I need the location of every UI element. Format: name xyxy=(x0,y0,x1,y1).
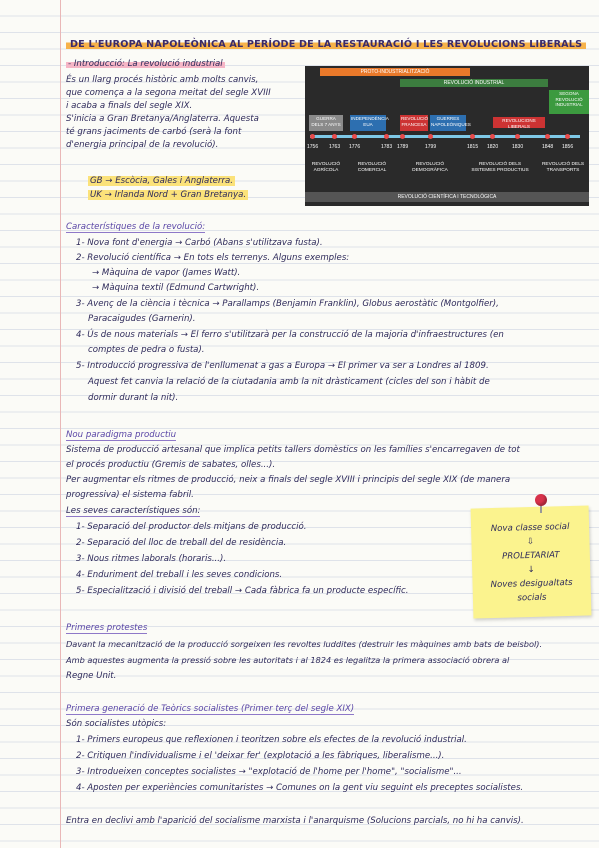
caracteristiques-heading: Característiques de la revolució: xyxy=(66,222,206,232)
event-box: REVOLUCIÓ FRANCESA xyxy=(400,115,428,131)
revolution-label: REVOLUCIÓ DELS SISTEMES PRODUCTIUS xyxy=(471,162,529,173)
teorics-line: Són socialistes utòpics: xyxy=(66,719,167,729)
timeline-year: 1820 xyxy=(487,144,499,150)
paradigma-line: 4- Enduriment del treball i les seves condicions. xyxy=(76,570,283,580)
band-proto: PROTO-INDUSTRIALITZACIÓ xyxy=(320,68,470,76)
intro-line: i acaba a finals del segle XIX. xyxy=(66,101,193,111)
caracteristica-line: dormir durant la nit). xyxy=(88,393,179,403)
pushpin-icon xyxy=(535,494,547,506)
timeline-year: 1848 xyxy=(542,144,554,150)
pin-needle xyxy=(540,505,542,513)
band-second: SEGONA REVOLUCIÓ INDUSTRIAL xyxy=(549,90,589,114)
paradigma-subheading: Les seves característiques són: xyxy=(66,506,201,516)
teorics-heading: Primera generació de Teòrics socialistes (Primer terç del segle XIX) xyxy=(66,704,355,714)
timeline-year: 1756 xyxy=(307,144,319,150)
timeline-year: 1830 xyxy=(512,144,524,150)
caracteristica-line: comptes de pedra o fusta). xyxy=(88,345,205,355)
timeline-dot xyxy=(515,134,520,139)
gb-box-line: GB → Escòcia, Gales i Anglaterra. xyxy=(90,176,234,186)
teorics-line: 2- Critiquen l'individualisme i el 'deixar fer' (explotació a les fàbriques, liberalisme...). xyxy=(76,751,445,761)
band-revolution: REVOLUCIÓ INDUSTRIAL xyxy=(400,79,548,87)
paradigma-line: el procés productiu (Gremis de sabates, olles...). xyxy=(66,460,276,470)
timeline-dot xyxy=(400,134,405,139)
paradigma-heading: Nou paradigma productiu xyxy=(66,430,177,440)
sticky-line: Noves desigualtats xyxy=(490,577,573,591)
timeline-dot xyxy=(565,134,570,139)
caracteristica-line: 4- Ús de nous materials → El ferro s'utilitzarà per la construcció de la majoria d'infraestructures (en xyxy=(76,330,504,340)
teorics-conclusion: Entra en declivi amb l'aparició del socialisme marxista i l'anarquisme (Solucions parcials, no hi ha canvis). xyxy=(66,816,524,826)
timeline-year: 1763 xyxy=(329,144,341,150)
arrow-down-icon: ↓ xyxy=(527,564,535,576)
intro-line: d'energia principal de la revolució). xyxy=(66,140,219,150)
timeline-dot xyxy=(310,134,315,139)
timeline-year: 1856 xyxy=(562,144,574,150)
timeline-dot xyxy=(490,134,495,139)
timeline-year: 1789 xyxy=(397,144,409,150)
paradigma-line: 5- Especialització i divisió del treball → Cada fàbrica fa un producte específic. xyxy=(76,586,409,596)
timeline-year: 1776 xyxy=(349,144,361,150)
sticky-line: PROLETARIAT xyxy=(501,550,560,562)
paradigma-line: progressiva) el sistema fabril. xyxy=(66,490,194,500)
event-box: REVOLUCIONS LIBERALS xyxy=(493,117,545,128)
timeline-dot xyxy=(545,134,550,139)
teorics-line: 1- Primers europeus que reflexionen i teoritzen sobre els efectes de la revolució industrial. xyxy=(76,735,467,745)
uk-box-line: UK → Irlanda Nord + Gran Bretanya. xyxy=(90,190,247,200)
protestes-line: Amb aquestes augmenta la pressió sobre les autoritats i al 1824 es legalitza la primera associació obrera al xyxy=(66,655,510,665)
caracteristica-line: Aquest fet canvia la relació de la ciutadania amb la nit dràsticament (cicles del son i hàbit de xyxy=(88,377,490,387)
scitech-revolution-bar: REVOLUCIÓ CIENTÍFICA I TECNOLÒGICA xyxy=(305,192,589,202)
intro-heading: - Introducció: La revolució industrial xyxy=(68,59,223,69)
timeline-year: 1783 xyxy=(381,144,393,150)
sticky-line: socials xyxy=(517,592,547,604)
caracteristica-line: 5- Introducció progressiva de l'enllumenat a gas a Europa → El primer va ser a Londres al 1809. xyxy=(76,361,489,371)
caracteristica-line: → Màquina de vapor (James Watt). xyxy=(92,268,241,278)
page-title: DE L'EUROPA NAPOLEÒNICA AL PERÍODE DE LA RESTAURACIÓ I LES REVOLUCIONS LIBERALS xyxy=(66,38,586,51)
timeline-year: 1815 xyxy=(467,144,479,150)
paradigma-line: Sistema de producció artesanal que implica petits tallers domèstics on les famílies s'encarregaven de tot xyxy=(66,445,520,455)
intro-line: té grans jaciments de carbó (serà la font xyxy=(66,127,242,137)
protestes-line: Davant la mecanització de la producció sorgeixen les revoltes luddites (destruir les màquines amb bats de beisbol). xyxy=(66,639,543,649)
timeline-dot xyxy=(428,134,433,139)
notebook-margin-line xyxy=(60,0,61,848)
intro-line: És un llarg procés històric amb molts canvis, xyxy=(66,75,259,85)
event-box: INDEPENDÈNCIA EUA xyxy=(350,115,386,131)
sticky-line: Nova classe social xyxy=(490,521,570,535)
revolution-label: REVOLUCIÓ DELS TRANSPORTS xyxy=(541,162,585,173)
intro-line: S'inicia a Gran Bretanya/Anglaterra. Aquesta xyxy=(66,114,259,124)
event-box: GUERRES NAPOLEÒNIQUES xyxy=(430,115,466,131)
paradigma-line: Per augmentar els ritmes de producció, neix a finals del segle XVIII i principis del segle XIX (de manera xyxy=(66,475,511,485)
teorics-line: 3- Introdueixen conceptes socialistes → "explotació de l'home per l'home", "socialisme"... xyxy=(76,767,462,777)
timeline-dot xyxy=(470,134,475,139)
paradigma-line: 1- Separació del productor dels mitjans de producció. xyxy=(76,522,307,532)
timeline-axis xyxy=(310,135,580,138)
revolution-label: REVOLUCIÓ AGRÍCOLA xyxy=(311,162,341,173)
caracteristica-line: → Màquina textil (Edmund Cartwright). xyxy=(92,283,260,293)
teorics-line: 4- Aposten per experiències comunitaristes → Comunes on la gent viu seguint els preceptes socialistes. xyxy=(76,783,524,793)
protestes-line: Regne Unit. xyxy=(66,671,117,681)
paradigma-line: 3- Nous ritmes laborals (horaris...). xyxy=(76,554,227,564)
timeline-year: 1799 xyxy=(425,144,437,150)
caracteristica-line: 2- Revolució científica → En tots els terrenys. Alguns exemples: xyxy=(76,253,350,263)
timeline-dot xyxy=(384,134,389,139)
timeline-dot xyxy=(332,134,337,139)
caracteristica-line: 3- Avenç de la ciència i tècnica → Parallamps (Benjamin Franklin), Globus aerostàtic (Montgolfier), xyxy=(76,299,499,309)
revolution-label: REVOLUCIÓ COMERCIAL xyxy=(357,162,387,173)
revolution-label: REVOLUCIÓ DEMOGRÀFICA xyxy=(412,162,448,173)
event-box: GUERRA DELS 7 ANYS xyxy=(309,115,343,131)
timeline-dot xyxy=(352,134,357,139)
caracteristica-line: 1- Nova font d'energia → Carbó (Abans s'utilitzava fusta). xyxy=(76,238,323,248)
arrow-down-icon: ⇩ xyxy=(526,536,535,548)
intro-line: que comença a la segona meitat del segle XVIII xyxy=(66,88,271,98)
protestes-heading: Primeres protestes xyxy=(66,623,148,633)
paradigma-line: 2- Separació del lloc de treball del de residència. xyxy=(76,538,287,548)
sticky-note xyxy=(471,505,592,618)
caracteristica-line: Paracaigudes (Garnerin). xyxy=(88,314,196,324)
